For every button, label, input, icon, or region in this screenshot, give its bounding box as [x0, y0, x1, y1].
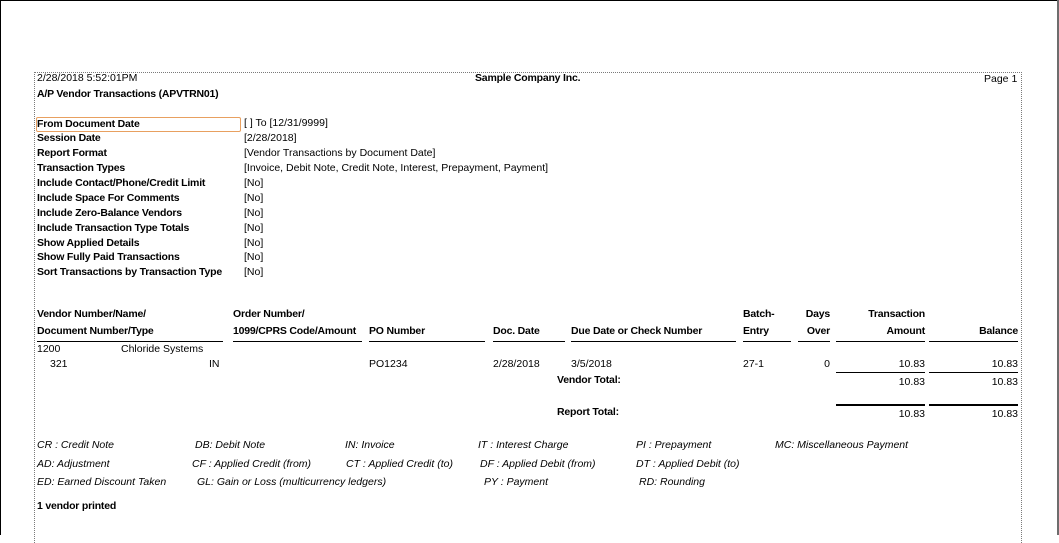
col-vendor-line1: Vendor Number/Name/ [37, 308, 146, 320]
criteria-label: Include Zero-Balance Vendors [37, 207, 182, 219]
criteria-value: [No] [244, 251, 264, 263]
days-over: 0 [824, 358, 830, 370]
company-name: Sample Company Inc. [475, 72, 581, 84]
header-underline [836, 341, 925, 342]
criteria-value: [No] [244, 266, 264, 278]
criteria-label: Sort Transactions by Transaction Type [37, 266, 222, 278]
legend-item: PI : Prepayment [636, 439, 712, 451]
vendors-printed-count: 1 vendor printed [37, 500, 117, 512]
po-number: PO1234 [369, 358, 408, 370]
legend-item: RD: Rounding [639, 476, 705, 488]
header-underline [493, 341, 565, 342]
col-vendor-line2: Document Number/Type [37, 325, 154, 337]
criteria-label: Include Space For Comments [37, 192, 180, 204]
criteria-label: Report Format [37, 147, 107, 159]
criteria-value: [Invoice, Debit Note, Credit Note, Interest, Prepayment, Payment] [244, 162, 549, 174]
batch-entry: 27-1 [743, 358, 765, 370]
col-due-date: Due Date or Check Number [571, 325, 703, 337]
criteria-value: [No] [244, 222, 264, 234]
criteria-label: Include Contact/Phone/Credit Limit [37, 177, 206, 189]
header-underline [369, 341, 485, 342]
vendor-number: 1200 [37, 343, 61, 355]
criteria-value: [Vendor Transactions by Document Date] [244, 147, 436, 159]
criteria-value: [ ] To [12/31/9999] [244, 117, 328, 129]
report-title: A/P Vendor Transactions (APVTRN01) [37, 88, 219, 100]
header-underline [571, 341, 736, 342]
legend-item: DT : Applied Debit (to) [636, 458, 740, 470]
criteria-label: Session Date [37, 132, 101, 144]
header-underline [743, 341, 791, 342]
col-order-line2: 1099/CPRS Code/Amount [233, 325, 356, 337]
criteria-value: [2/28/2018] [244, 132, 297, 144]
transaction-amount: 10.83 [898, 358, 925, 370]
col-batch-line2: Entry [743, 325, 769, 337]
doc-date: 2/28/2018 [493, 358, 540, 370]
page-number: Page 1 [984, 73, 1018, 85]
legend-item: PY : Payment [484, 476, 549, 488]
report-total-rule [836, 404, 925, 406]
vendor-name: Chloride Systems [121, 343, 204, 355]
legend-item: CR : Credit Note [37, 439, 115, 451]
header-underline [233, 341, 362, 342]
legend-item: DB: Debit Note [195, 439, 266, 451]
criteria-label: Show Fully Paid Transactions [37, 251, 180, 263]
window-top-border [0, 0, 1059, 1]
balance: 10.83 [991, 358, 1018, 370]
legend-item: DF : Applied Debit (from) [480, 458, 596, 470]
criteria-value: [No] [244, 177, 264, 189]
report-total-rule [929, 404, 1018, 406]
legend-item: ED: Earned Discount Taken [37, 476, 167, 488]
criteria-label: Show Applied Details [37, 237, 140, 249]
criteria-label: Transaction Types [37, 162, 126, 174]
report-total-label: Report Total: [557, 406, 619, 418]
col-doc-date: Doc. Date [493, 325, 540, 337]
criteria-label: Include Transaction Type Totals [37, 222, 190, 234]
legend-item: CF : Applied Credit (from) [192, 458, 312, 470]
total-rule [929, 372, 1018, 373]
col-balance: Balance [979, 325, 1018, 337]
vendor-total-amount: 10.83 [898, 376, 925, 388]
col-days-line2: Over [806, 325, 830, 337]
col-po-number: PO Number [369, 325, 425, 337]
vendor-total-balance: 10.83 [991, 376, 1018, 388]
col-batch-line1: Batch- [743, 308, 775, 320]
criteria-value: [No] [244, 207, 264, 219]
legend-item: IT : Interest Charge [478, 439, 569, 451]
legend-item: CT : Applied Credit (to) [346, 458, 453, 470]
legend-item: IN: Invoice [345, 439, 395, 451]
due-date: 3/5/2018 [571, 358, 612, 370]
header-underline [37, 341, 223, 342]
col-order-line1: Order Number/ [233, 308, 305, 320]
legend-item: AD: Adjustment [37, 458, 110, 470]
legend-item: MC: Miscellaneous Payment [775, 439, 909, 451]
report-total-balance: 10.83 [991, 408, 1018, 420]
legend-item: GL: Gain or Loss (multicurrency ledgers) [197, 476, 387, 488]
criteria-label[interactable]: From Document Date [37, 118, 140, 130]
total-rule [836, 372, 925, 373]
col-trans-line2: Amount [886, 325, 925, 337]
print-datetime: 2/28/2018 5:52:01PM [37, 72, 138, 84]
document-number: 321 [50, 358, 68, 370]
window-left-border [0, 0, 1, 535]
header-underline [798, 341, 830, 342]
vendor-total-label: Vendor Total: [557, 374, 621, 386]
col-trans-line1: Transaction [868, 308, 925, 320]
col-days-line1: Days [805, 308, 830, 320]
document-type: IN [209, 358, 220, 370]
criteria-value: [No] [244, 192, 264, 204]
criteria-value: [No] [244, 237, 264, 249]
report-total-amount: 10.83 [898, 408, 925, 420]
header-underline [929, 341, 1018, 342]
